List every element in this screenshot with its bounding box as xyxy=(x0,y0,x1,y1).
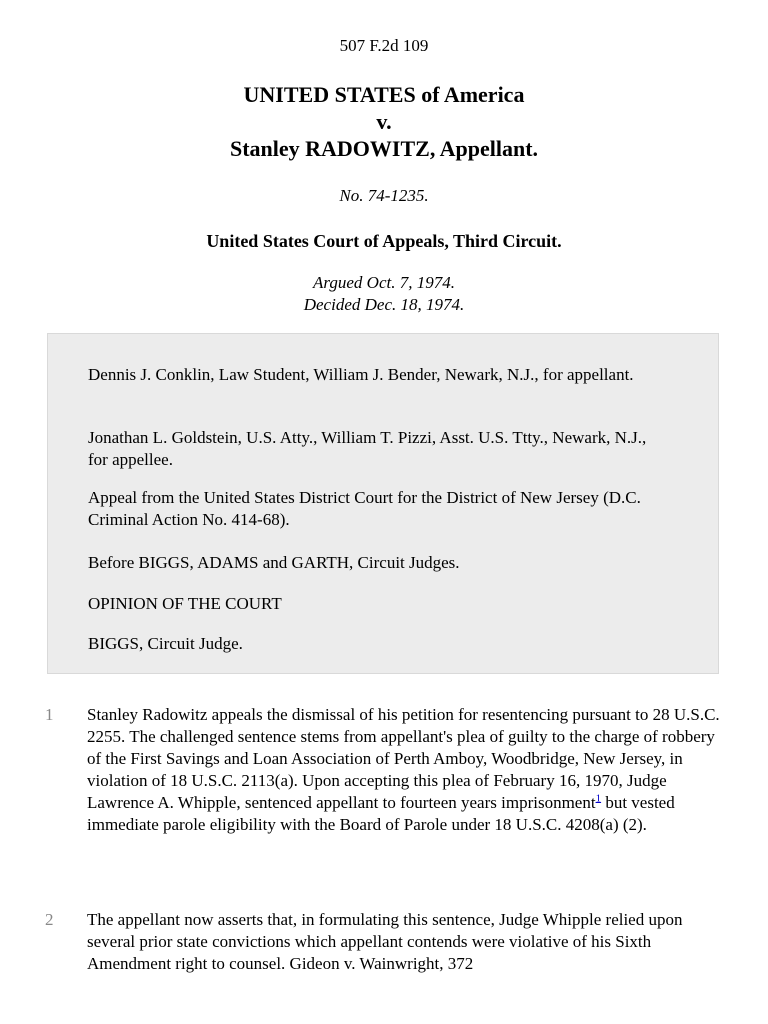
case-dates xyxy=(0,272,768,316)
paragraph-text-part: but vested immediate parole eligibility with the Board of Parole under 18 U.S.C. 4208(a) (2). xyxy=(87,793,675,834)
paragraph-text xyxy=(87,704,722,836)
appeal-from: Appeal from the United States District Court for the District of New Jersey (D.C. Criminal Action No. 414-68). xyxy=(88,488,641,529)
court-name: United States Court of Appeals, Third Circuit. xyxy=(206,231,562,251)
footnote-link[interactable]: 1 xyxy=(595,792,602,805)
caption-defendant: Stanley RADOWITZ, Appellant. xyxy=(229,136,539,161)
case-caption xyxy=(0,81,768,162)
caption-plaintiff: UNITED STATES of America xyxy=(243,82,525,107)
paragraph-text: The appellant now asserts that, in formulating this sentence, Judge Whipple relied upon several prior state convictions which appellant contends were violative of his Sixth Amendment right to counsel. Gideon v. Wainwright, 372 xyxy=(87,910,683,973)
case-header-box xyxy=(47,333,719,674)
paragraph-number: 1 xyxy=(45,705,54,724)
panel-judges: Before BIGGS, ADAMS and GARTH, Circuit Judges. xyxy=(88,553,460,572)
counsel-appellee: Jonathan L. Goldstein, U.S. Atty., William T. Pizzi, Asst. U.S. Ttty., Newark, N.J., for appellee. xyxy=(88,428,647,469)
paragraph-text-part: Stanley Radowitz appeals the dismissal of his petition for resentencing pursuant to 28 U.S.C. 2255. The challenged sentence stems from appellant's plea of guilty to the charge of robbery of the First Savings and Loan Association of Perth Amboy, Woodbridge, New Jersey, in violation of 18 U.S.C. 2113(a). Upon accepting this plea of February 16, 1970, Judge Lawrence A. Whipple, sentenced appellant to fourteen years imprisonment xyxy=(87,705,720,812)
opinion-heading: OPINION OF THE COURT xyxy=(88,594,282,613)
case-citation: 507 F.2d 109 xyxy=(339,36,429,55)
docket-number: No. 74-1235. xyxy=(339,186,429,205)
argued-date: Argued Oct. 7, 1974. xyxy=(313,273,455,292)
paragraph-number: 2 xyxy=(45,910,54,929)
opinion-author: BIGGS, Circuit Judge. xyxy=(88,634,243,653)
caption-versus: v. xyxy=(376,109,392,134)
counsel-appellant: Dennis J. Conklin, Law Student, William J. Bender, Newark, N.J., for appellant. xyxy=(88,365,634,384)
decided-date: Decided Dec. 18, 1974. xyxy=(303,295,465,314)
